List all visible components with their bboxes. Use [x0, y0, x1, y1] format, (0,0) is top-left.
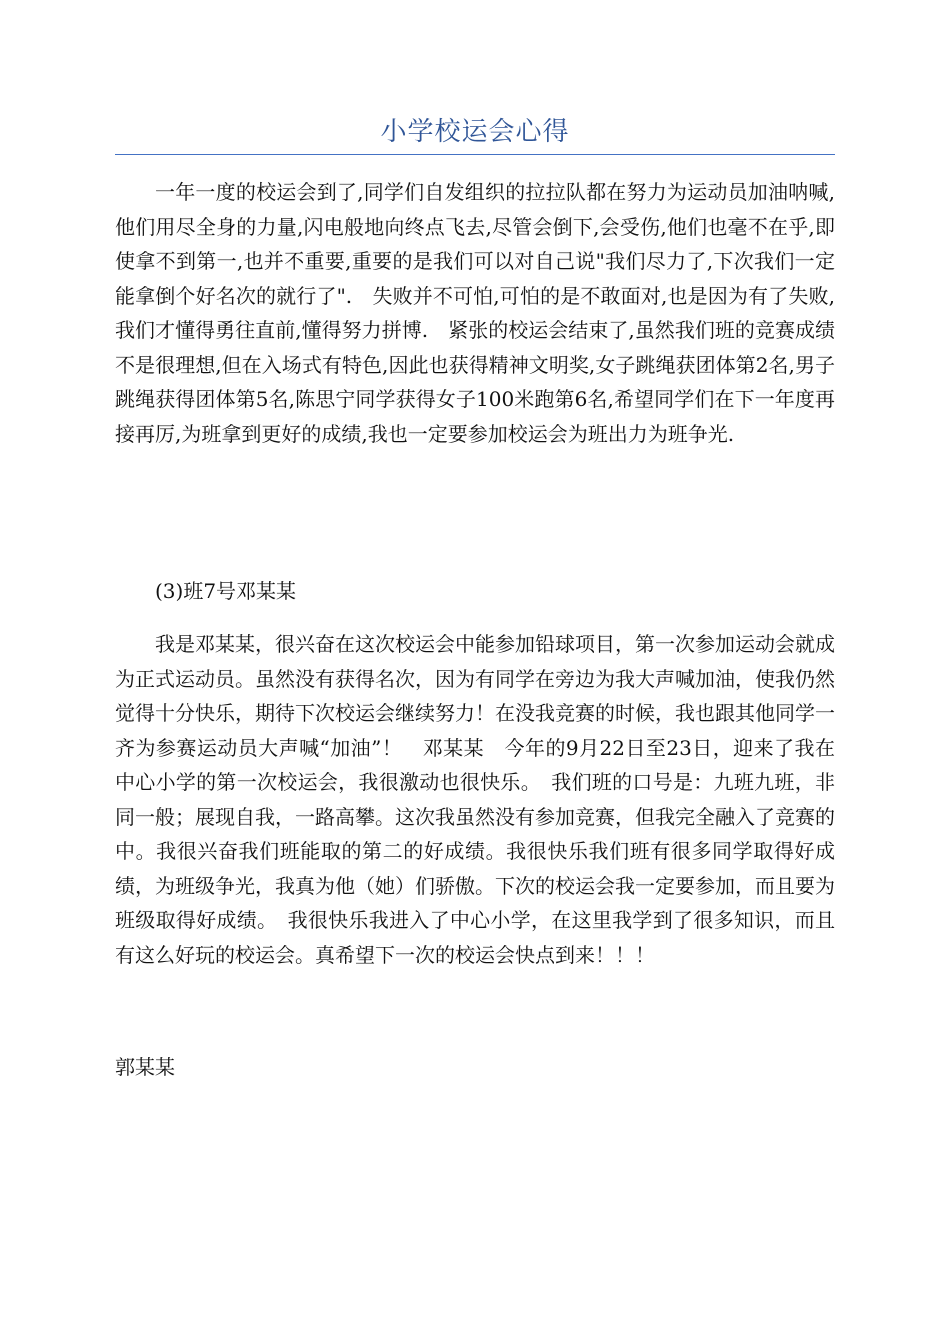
- paragraph-class-byline: (3)班7号邓某某: [155, 579, 297, 603]
- paragraph-sports-meet-reflection: 一年一度的校运会到了,同学们自发组织的拉拉队都在努力为运动员加油呐喊,他们用尽全身的力量,闪电般地向终点飞去,尽管会倒下,会受伤,他们也毫不在乎,即使拿不到第一,也并不重要,重要的是我们可以对自己说"我们尽力了,下次我们一定能拿倒个好名次的就行了". 失败并不可怕,可怕的是不敢面对,也是因为有了失败,我们才懂得勇往直前,懂得努力拼博. 紧张的校运会结束了,虽然我们班的竞赛成绩不是很理想,但在入场式有特色,因此也获得精神文明奖,女子跳绳获团体第2名,男子跳绳获得团体第5名,陈思宁同学获得女子100米跑第6名,希望同学们在下一年度再接再厉,为班拿到更好的成绩,我也一定要参加校运会为班出力为班争光.: [115, 180, 835, 446]
- title-underline: [115, 154, 835, 155]
- author-signature: 郭某某: [115, 1055, 175, 1079]
- page-title: 小学校运会心得: [380, 117, 570, 147]
- paragraph-deng-reflection: 我是邓某某，很兴奋在这次校运会中能参加铅球项目，第一次参加运动会就成为正式运动员。虽然没有获得名次，因为有同学在旁边为我大声喊加油，使我仍然觉得十分快乐，期待下次校运会继续努力！在没我竞赛的时候，我也跟其他同学一齐为参赛运动员大声喊“加油”！ 邓某某 今年的9月22日至23日，迎来了我在中心小学的第一次校运会，我很激动也很快乐。 我们班的口号是：九班九班，非同一般；展现自我，一路高攀。这次我虽然没有参加竞赛，但我完全融入了竞赛的中。我很兴奋我们班能取的第二的好成绩。我很快乐我们班有很多同学取得好成绩，为班级争光，我真为他（她）们骄傲。下次的校运会我一定要参加，而且要为班级取得好成绩。 我很快乐我进入了中心小学，在这里我学到了很多知识，而且有这么好玩的校运会。真希望下一次的校运会快点到来！！！: [115, 632, 835, 967]
